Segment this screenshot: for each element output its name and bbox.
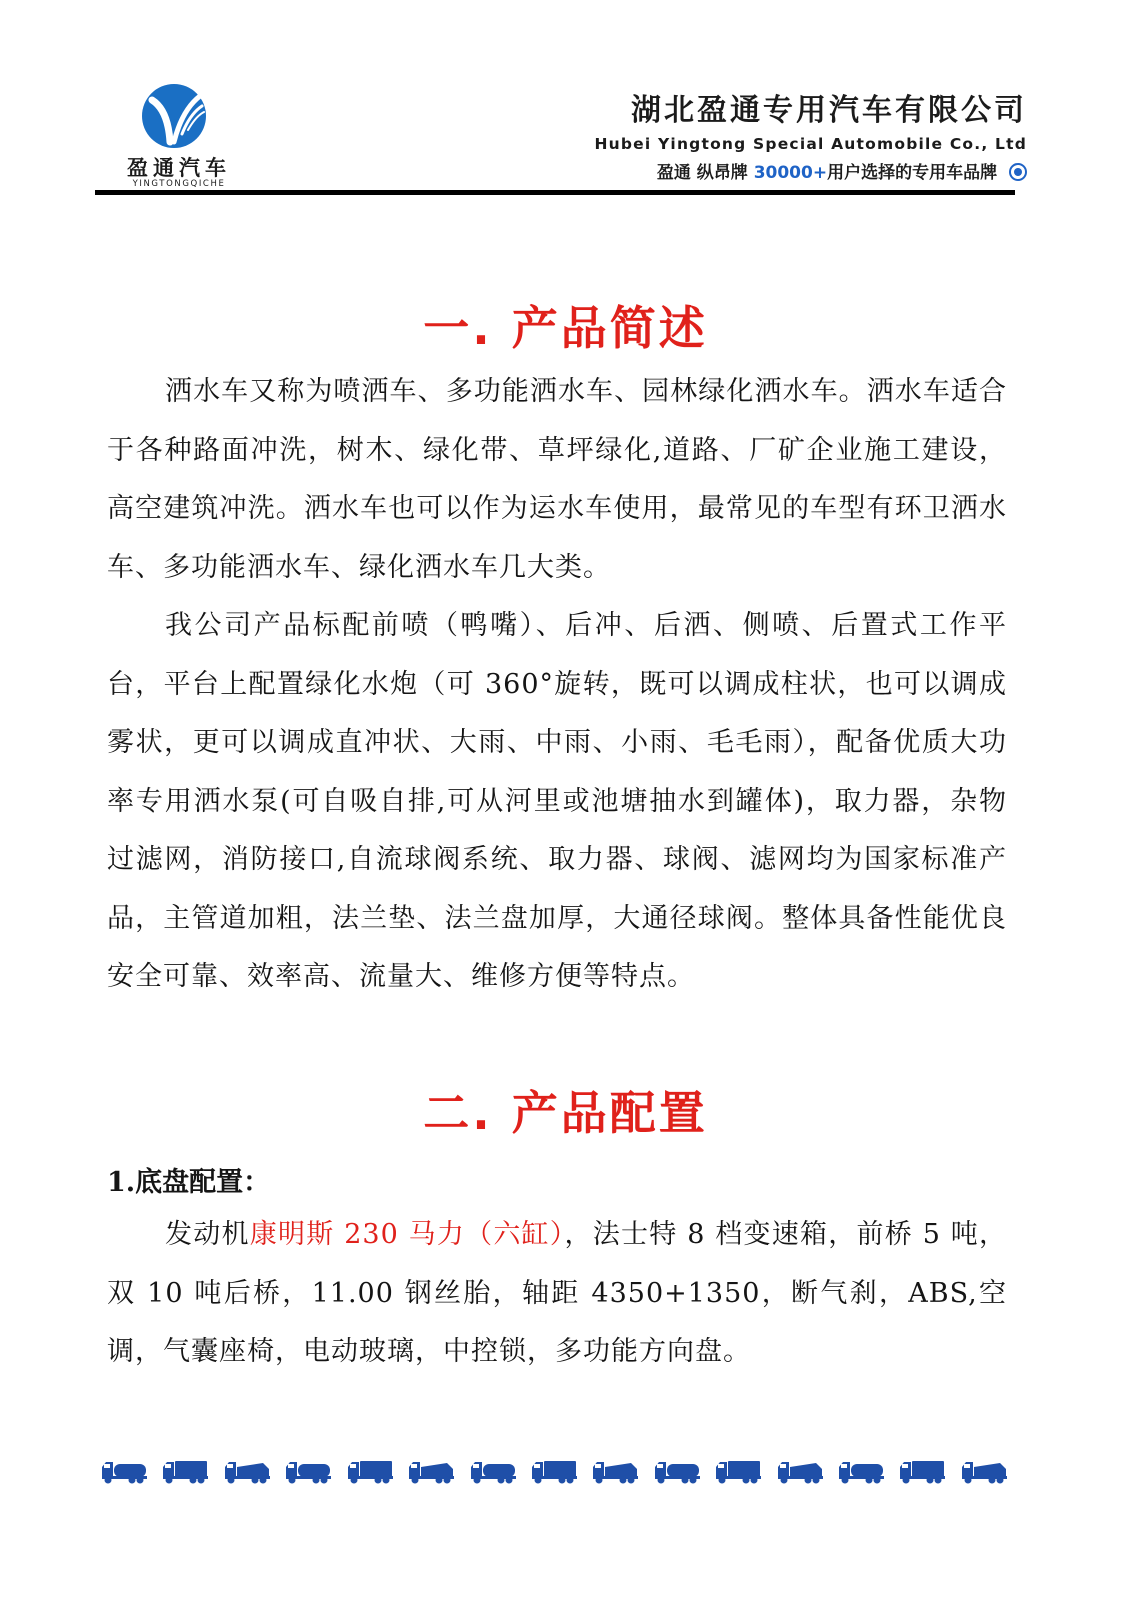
- compactor-truck-icon: [346, 1455, 396, 1485]
- garbage-truck-icon: [284, 1455, 334, 1485]
- flatbed-truck-icon: [469, 1455, 519, 1485]
- refuse-truck-icon: [776, 1455, 826, 1485]
- engine-spec-highlight: 康明斯 230 马力（六缸）: [249, 1219, 565, 1250]
- company-name-en: Hubei Yingtong Special Automobile Co., Ltd: [594, 135, 1027, 153]
- crane-truck-icon: [898, 1455, 948, 1485]
- page-header: [0, 0, 1131, 200]
- fuel-truck-icon: [837, 1455, 887, 1485]
- sweeper-truck-icon: [530, 1455, 580, 1485]
- cargo-truck-icon: [714, 1455, 764, 1485]
- overview-paragraph-2: 我公司产品标配前喷（鸭嘴）、后冲、后洒、侧喷、后置式工作平台，平台上配置绿化水炮（可 360°旋转，既可以调成柱状，也可以调成雾状，更可以调成直冲状、大雨、中雨、小雨、毛毛雨），配备优质大功率专用洒水泵(可自吸自排,可从河里或池塘抽水到罐体)，取力器，杂物过滤网，消防接口,自流球阀系统、取力器、球阀、滤网均为国家标准产品，主管道加粗，法兰垫、法兰盘加厚，大通径球阀。整体具备性能优良安全可靠、效率高、流量大、维修方便等特点。: [107, 610, 1007, 992]
- yingtong-logo-icon: [138, 80, 210, 152]
- slogan-user-count: 30000+: [753, 163, 828, 183]
- slogan-brand: 盈通 纵昂牌: [656, 163, 754, 183]
- tow-truck-icon: [960, 1455, 1010, 1485]
- logo-english-text: YINGTONGQICHE: [132, 179, 226, 189]
- circle-logo-icon: [1009, 163, 1027, 181]
- header-divider: [95, 190, 1015, 195]
- section-title-configuration: 二. 产品配置: [423, 1086, 708, 1140]
- truck-icon-strip: [100, 1445, 1010, 1485]
- chassis-spec-text: ，法士特 8 档变速箱，前桥 5 吨，双 10 吨后桥，11.00 钢丝胎，轴距 4350+1350，断气刹，ABS,空调，气囊座椅，电动玻璃，中控锁，多功能方向盘。: [107, 1219, 1008, 1367]
- company-logo: [110, 80, 244, 192]
- chassis-config-paragraph: [107, 1206, 1007, 1382]
- tanker-truck-icon: [100, 1455, 150, 1485]
- logo-chinese-text: 盈通汽车: [127, 156, 231, 180]
- overview-paragraph-1: 洒水车又称为喷洒车、多功能洒水车、园林绿化洒水车。洒水车适合于各种路面冲洗，树木、绿化带、草坪绿化,道路、厂矿企业施工建设，高空建筑冲洗。洒水车也可以作为运水车使用，最常见的车型有环卫洒水车、多功能洒水车、绿化洒水车几大类。: [107, 376, 1007, 583]
- section-title-overview: 一. 产品简述: [423, 301, 708, 355]
- long-tanker-icon: [653, 1455, 703, 1485]
- sprinkler-truck-icon: [223, 1455, 273, 1485]
- tank-truck-icon: [407, 1455, 457, 1485]
- box-truck-icon: [161, 1455, 211, 1485]
- slogan-text: 用户选择的专用车品牌: [827, 163, 998, 183]
- sewage-truck-icon: [591, 1455, 641, 1485]
- company-info: [594, 92, 1027, 188]
- company-slogan: [594, 158, 1027, 188]
- engine-label: 发动机: [165, 1219, 250, 1250]
- company-name-cn: 湖北盈通专用汽车有限公司: [631, 93, 1027, 128]
- chassis-config-heading: 1.底盘配置：: [107, 1167, 271, 1198]
